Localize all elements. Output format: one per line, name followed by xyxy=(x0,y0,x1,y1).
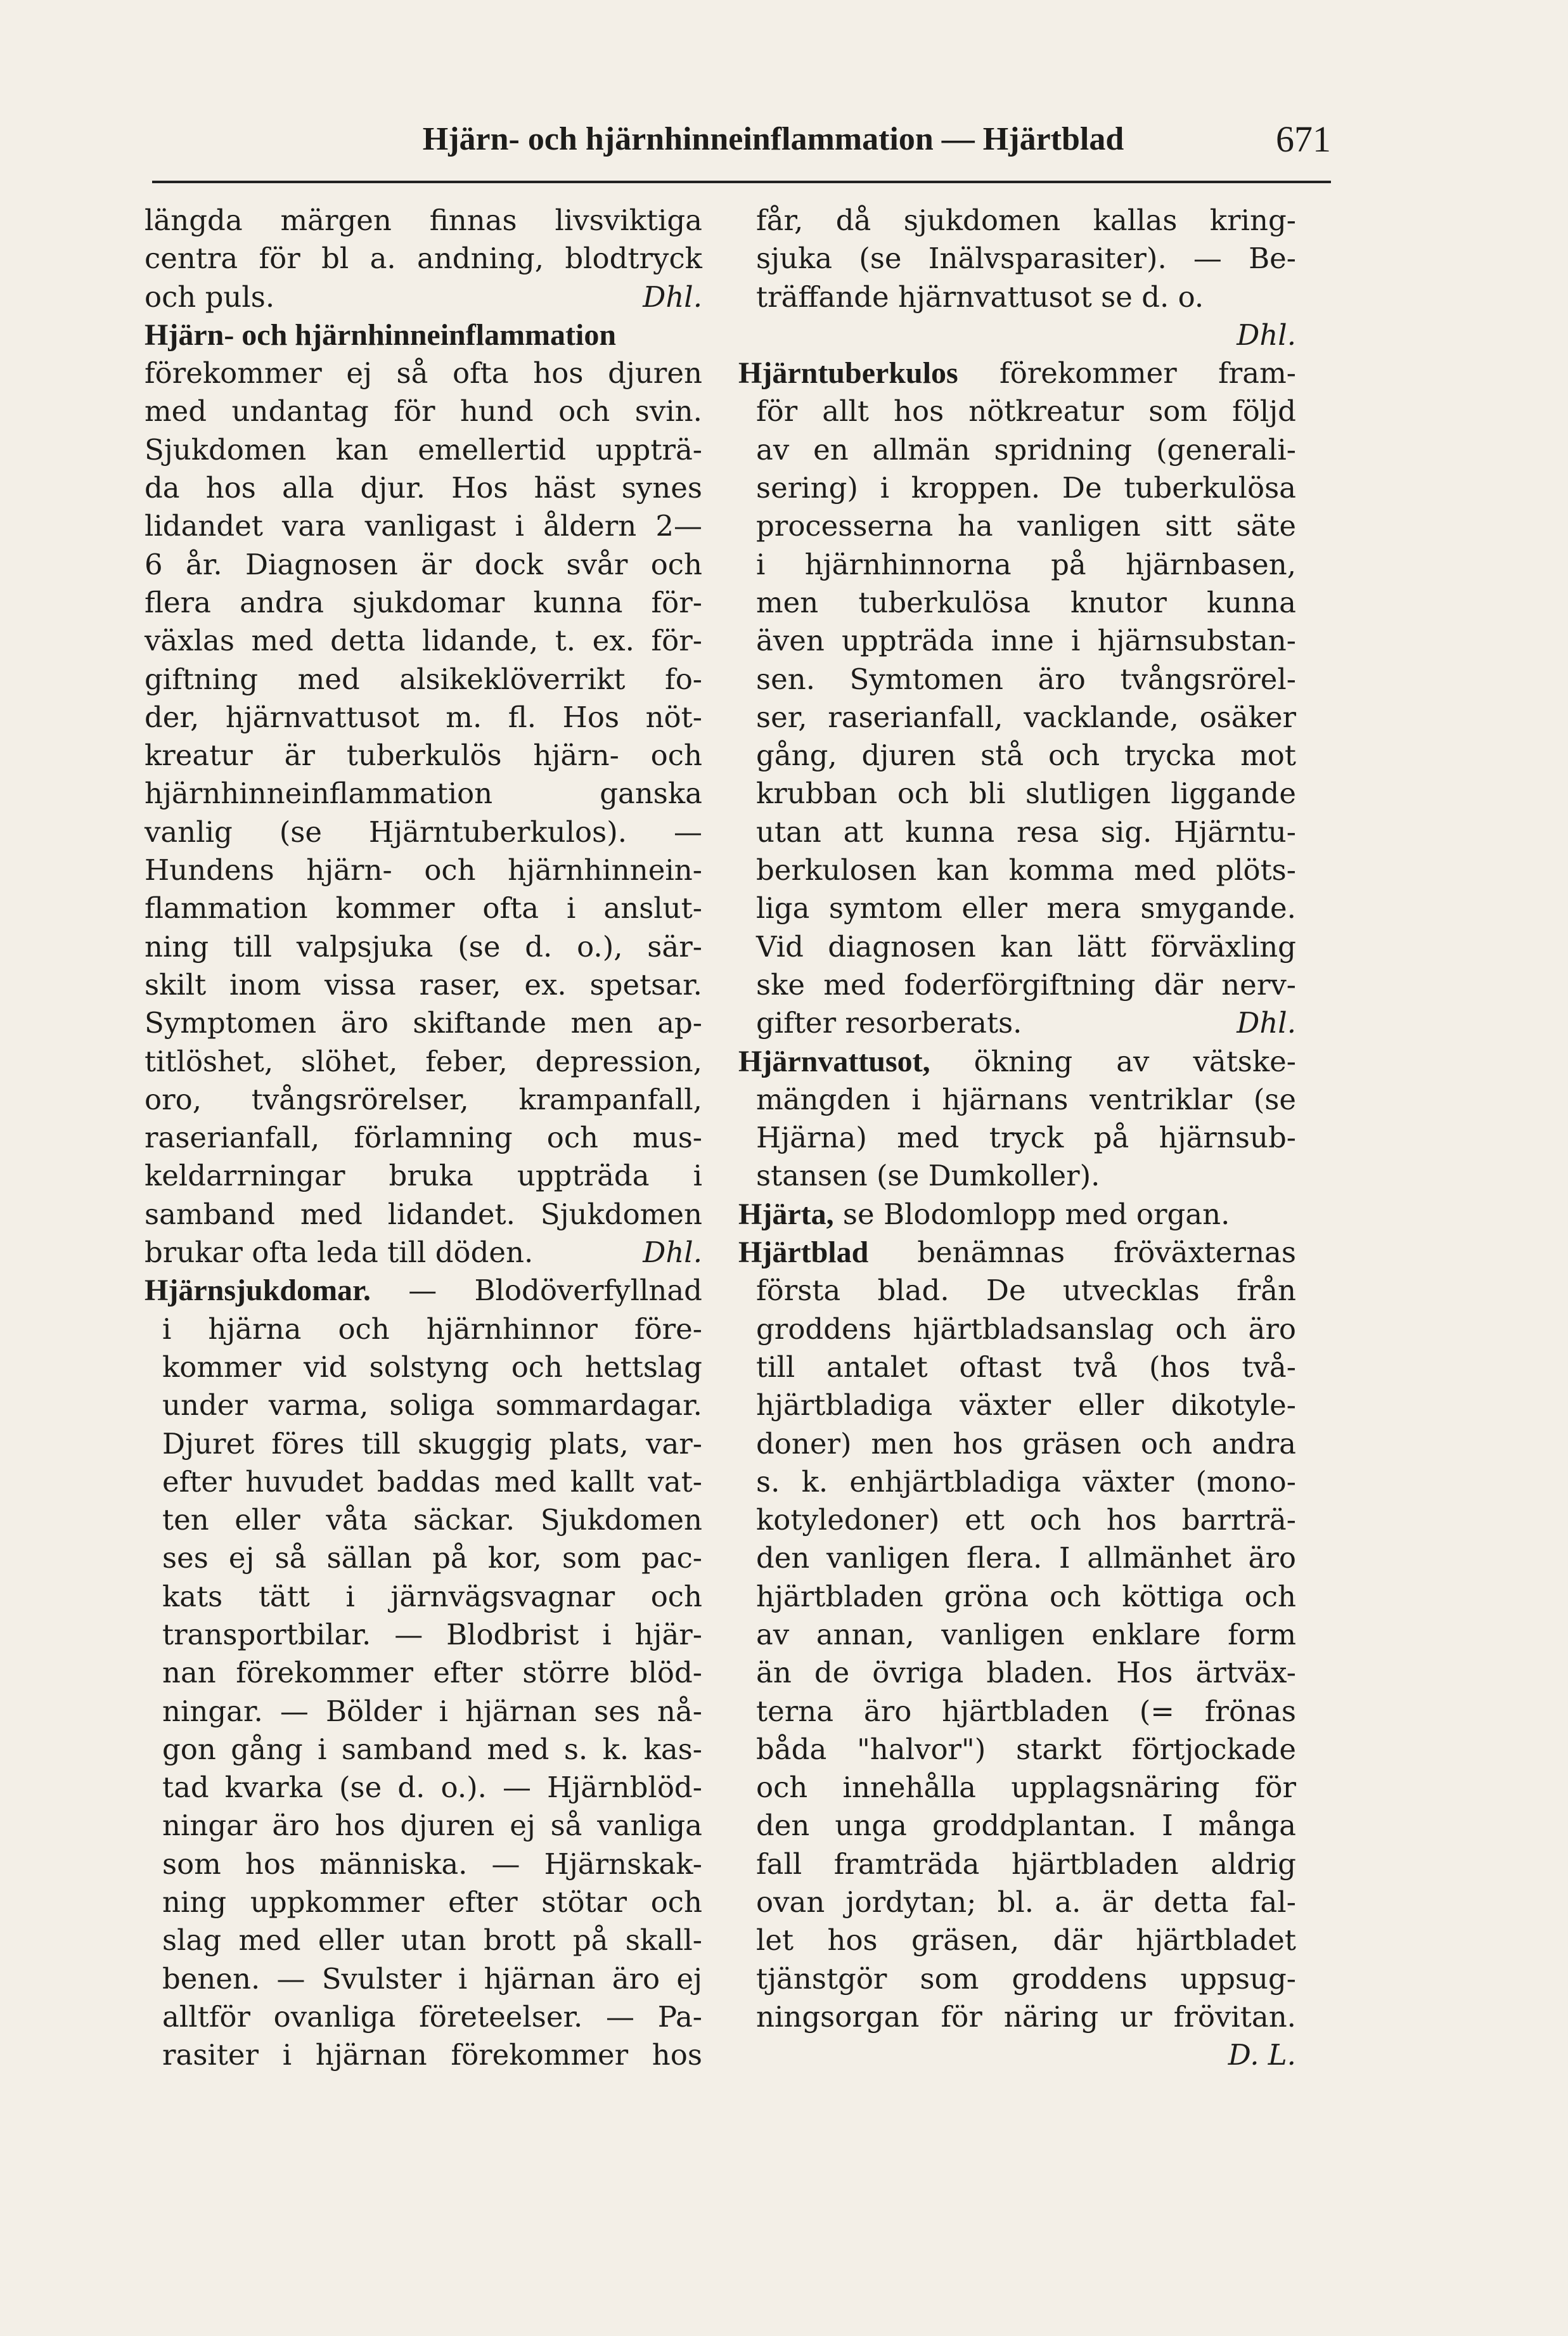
text-line: lidandet vara vanligast i åldern 2— xyxy=(145,509,702,543)
entry-headword: Hjärta, xyxy=(738,1197,834,1231)
text-line: der, hjärnvattusot m. fl. Hos nöt- xyxy=(145,700,702,734)
text-line: Djuret föres till skuggig plats, var- xyxy=(162,1426,702,1461)
text-line: Hundens hjärn- och hjärnhinnein- xyxy=(145,853,702,887)
text-line: skilt inom vissa raser, ex. spetsar. xyxy=(145,967,702,1002)
line-text: brukar ofta leda till döden. xyxy=(145,1236,534,1270)
text-line: under varma, soliga sommardagar. xyxy=(162,1388,702,1423)
text-line: utan att kunna resa sig. Hjärntu- xyxy=(756,815,1296,849)
text-line: men tuberkulösa knutor kunna xyxy=(756,585,1296,619)
text-line xyxy=(145,1234,702,1272)
entry-headword: Hjärnsjukdomar. xyxy=(145,1274,371,1308)
running-head xyxy=(146,114,1331,165)
author-signature: D. L. xyxy=(1228,2038,1296,2072)
text-line: 6 år. Diagnosen är dock svår och xyxy=(145,547,702,581)
text-line: förekommer ej så ofta hos djuren xyxy=(145,356,702,390)
entry-headword: Hjärn- och hjärnhinneinflammation xyxy=(145,318,617,352)
text-line: även uppträda inne i hjärnsubstan- xyxy=(756,624,1296,658)
text-line: krubban och bli slutligen liggande xyxy=(756,777,1296,811)
text-line: första blad. De utvecklas från xyxy=(756,1274,1296,1308)
author-signature: Dhl. xyxy=(643,1236,702,1270)
text-line: samband med lidandet. Sjukdomen xyxy=(145,1197,702,1231)
entry-headword: Hjärtblad xyxy=(738,1236,869,1270)
line-text: och puls. xyxy=(145,280,275,314)
line-text: stansen (se Dumkoller). xyxy=(756,1159,1100,1193)
running-head-title: Hjärn- och hjärnhinneinflammation — Hjärtblad xyxy=(422,121,1124,157)
text-line: raserianfall, förlamning och mus- xyxy=(145,1121,702,1155)
text-line: let hos gräsen, där hjärtbladet xyxy=(756,1923,1296,1958)
text-line xyxy=(738,1004,1296,1042)
text-line: ning uppkommer efter stötar och xyxy=(162,1885,702,1920)
text-line: den vanligen flera. I allmänhet äro xyxy=(756,1541,1296,1575)
text-line: i hjärna och hjärnhinnor före- xyxy=(162,1312,702,1346)
text-line: ser, raserianfall, vacklande, osäker xyxy=(756,700,1296,734)
text-line xyxy=(145,278,702,316)
text-line xyxy=(738,2036,1296,2074)
text-line: än de övriga bladen. Hos ärtväx- xyxy=(756,1656,1296,1690)
text-line: kommer vid solstyng och hettslag xyxy=(162,1350,702,1384)
text-line: rasiter i hjärnan förekommer hos xyxy=(162,2038,702,2072)
header-rule xyxy=(152,181,1331,183)
text-line: giftning med alsikeklöverrikt fo- xyxy=(145,662,702,696)
text-line: alltför ovanliga företeelser. — Pa- xyxy=(162,1999,702,2034)
author-signature: Dhl. xyxy=(643,280,702,314)
text-line: slag med eller utan brott på skall- xyxy=(162,1923,702,1958)
text-line: sering) i kroppen. De tuberkulösa xyxy=(756,471,1296,505)
text-line: hjärtbladen gröna och köttiga och xyxy=(756,1579,1296,1613)
text-line: nan förekommer efter större blöd- xyxy=(162,1656,702,1690)
line-text: se Blodomlopp med organ. xyxy=(833,1197,1230,1231)
text-line: efter huvudet baddas med kallt vat- xyxy=(162,1464,702,1499)
text-line: i hjärnhinnorna på hjärnbasen, xyxy=(756,547,1296,581)
text-line: titlöshet, slöhet, feber, depression, xyxy=(145,1044,702,1078)
text-line: växlas med detta lidande, t. ex. för- xyxy=(145,624,702,658)
text-line: vanlig (se Hjärntuberkulos). — xyxy=(145,815,702,849)
text-line: processerna ha vanligen sitt säte xyxy=(756,509,1296,543)
text-line: Vid diagnosen kan lätt förväxling xyxy=(756,929,1296,964)
text-line: Hjärtblad benämnas fröväxternas xyxy=(738,1234,1296,1272)
text-line: hjärtbladiga växter eller dikotyle- xyxy=(756,1388,1296,1423)
text-line: sjuka (se Inälvsparasiter). — Be- xyxy=(756,242,1296,276)
text-line: sen. Symtomen äro tvångsrörel- xyxy=(756,662,1296,696)
text-line: ske med foderförgiftning där nerv- xyxy=(756,967,1296,1002)
text-line: till antalet oftast två (hos två- xyxy=(756,1350,1296,1384)
text-line: terna äro hjärtbladen (= frönas xyxy=(756,1694,1296,1728)
right-column xyxy=(738,202,1296,2294)
text-line: fall framträda hjärtbladen aldrig xyxy=(756,1847,1296,1881)
text-line: tad kvarka (se d. o.). — Hjärnblöd- xyxy=(162,1771,702,1805)
text-line: Hjärnvattusot, ökning av vätske- xyxy=(738,1043,1296,1081)
text-line: centra för bl a. andning, blodtryck xyxy=(145,242,702,276)
text-line: kreatur är tuberkulös hjärn- och xyxy=(145,739,702,773)
text-line: liga symtom eller mera smygande. xyxy=(756,891,1296,926)
text-line: gon gång i samband med s. k. kas- xyxy=(162,1732,702,1766)
text-line: tjänstgör som groddens uppsug- xyxy=(756,1961,1296,1996)
text-line: oro, tvångsrörelser, krampanfall, xyxy=(145,1082,702,1116)
text-line: av annan, vanligen enklare form xyxy=(756,1617,1296,1651)
text-line: Sjukdomen kan emellertid uppträ- xyxy=(145,432,702,467)
text-line: mängden i hjärnans ventriklar (se xyxy=(756,1082,1296,1116)
text-line: ningsorgan för näring ur frövitan. xyxy=(756,1999,1296,2034)
text-line xyxy=(738,1196,1296,1234)
text-line: transportbilar. — Blodbrist i hjär- xyxy=(162,1617,702,1651)
entry-headword: Hjärntuberkulos xyxy=(738,356,958,390)
text-line: och innehålla upplagsnäring för xyxy=(756,1771,1296,1805)
text-line xyxy=(145,316,702,354)
left-column xyxy=(145,202,702,2294)
text-line: med undantag för hund och svin. xyxy=(145,394,702,429)
text-line: groddens hjärtbladsanslag och äro xyxy=(756,1312,1296,1346)
text-line: gång, djuren stå och trycka mot xyxy=(756,739,1296,773)
line-text: träffande hjärnvattusot se d. o. xyxy=(756,280,1204,314)
text-line: Hjärnsjukdomar. — Blodöverfyllnad xyxy=(145,1272,702,1310)
text-line xyxy=(738,316,1296,354)
author-signature: Dhl. xyxy=(1237,318,1296,352)
line-text: gifter resorberats. xyxy=(756,1006,1022,1040)
text-line: av en allmän spridning (generali- xyxy=(756,432,1296,467)
text-line: den unga groddplantan. I många xyxy=(756,1809,1296,1843)
page-number: 671 xyxy=(1276,119,1331,160)
text-line: får, då sjukdomen kallas kring- xyxy=(756,203,1296,237)
text-line: ningar. — Bölder i hjärnan ses nå- xyxy=(162,1694,702,1728)
text-line: flera andra sjukdomar kunna för- xyxy=(145,585,702,619)
text-line: ningar äro hos djuren ej så vanliga xyxy=(162,1809,702,1843)
text-line xyxy=(738,1157,1296,1195)
text-line: keldarrningar bruka uppträda i xyxy=(145,1159,702,1193)
entry-headword: Hjärnvattusot, xyxy=(738,1044,930,1078)
text-line: båda "halvor") starkt förtjockade xyxy=(756,1732,1296,1766)
text-line: ovan jordytan; bl. a. är detta fal- xyxy=(756,1885,1296,1920)
text-line: Hjärna) med tryck på hjärnsub- xyxy=(756,1121,1296,1155)
text-line: benen. — Svulster i hjärnan äro ej xyxy=(162,1961,702,1996)
text-line: som hos människa. — Hjärnskak- xyxy=(162,1847,702,1881)
author-signature: Dhl. xyxy=(1237,1006,1296,1040)
text-line: ning till valpsjuka (se d. o.), sär- xyxy=(145,929,702,964)
text-line: doner) men hos gräsen och andra xyxy=(756,1426,1296,1461)
text-line xyxy=(738,278,1296,316)
text-line: kats tätt i järnvägsvagnar och xyxy=(162,1579,702,1613)
text-line: s. k. enhjärtbladiga växter (mono- xyxy=(756,1464,1296,1499)
text-line: Hjärntuberkulos förekommer fram- xyxy=(738,354,1296,392)
text-line: Symptomen äro skiftande men ap- xyxy=(145,1006,702,1040)
text-line: för allt hos nötkreatur som följd xyxy=(756,394,1296,429)
text-line: hjärnhinneinflammation ganska xyxy=(145,777,702,811)
text-line: ten eller våta säckar. Sjukdomen xyxy=(162,1503,702,1537)
text-line: da hos alla djur. Hos häst synes xyxy=(145,471,702,505)
text-line: ses ej så sällan på kor, som pac- xyxy=(162,1541,702,1575)
text-line: flammation kommer ofta i anslut- xyxy=(145,891,702,926)
text-line: berkulosen kan komma med plöts- xyxy=(756,853,1296,887)
text-line: kotyledoner) ett och hos barrträ- xyxy=(756,1503,1296,1537)
text-line: längda märgen finnas livsviktiga xyxy=(145,203,702,237)
